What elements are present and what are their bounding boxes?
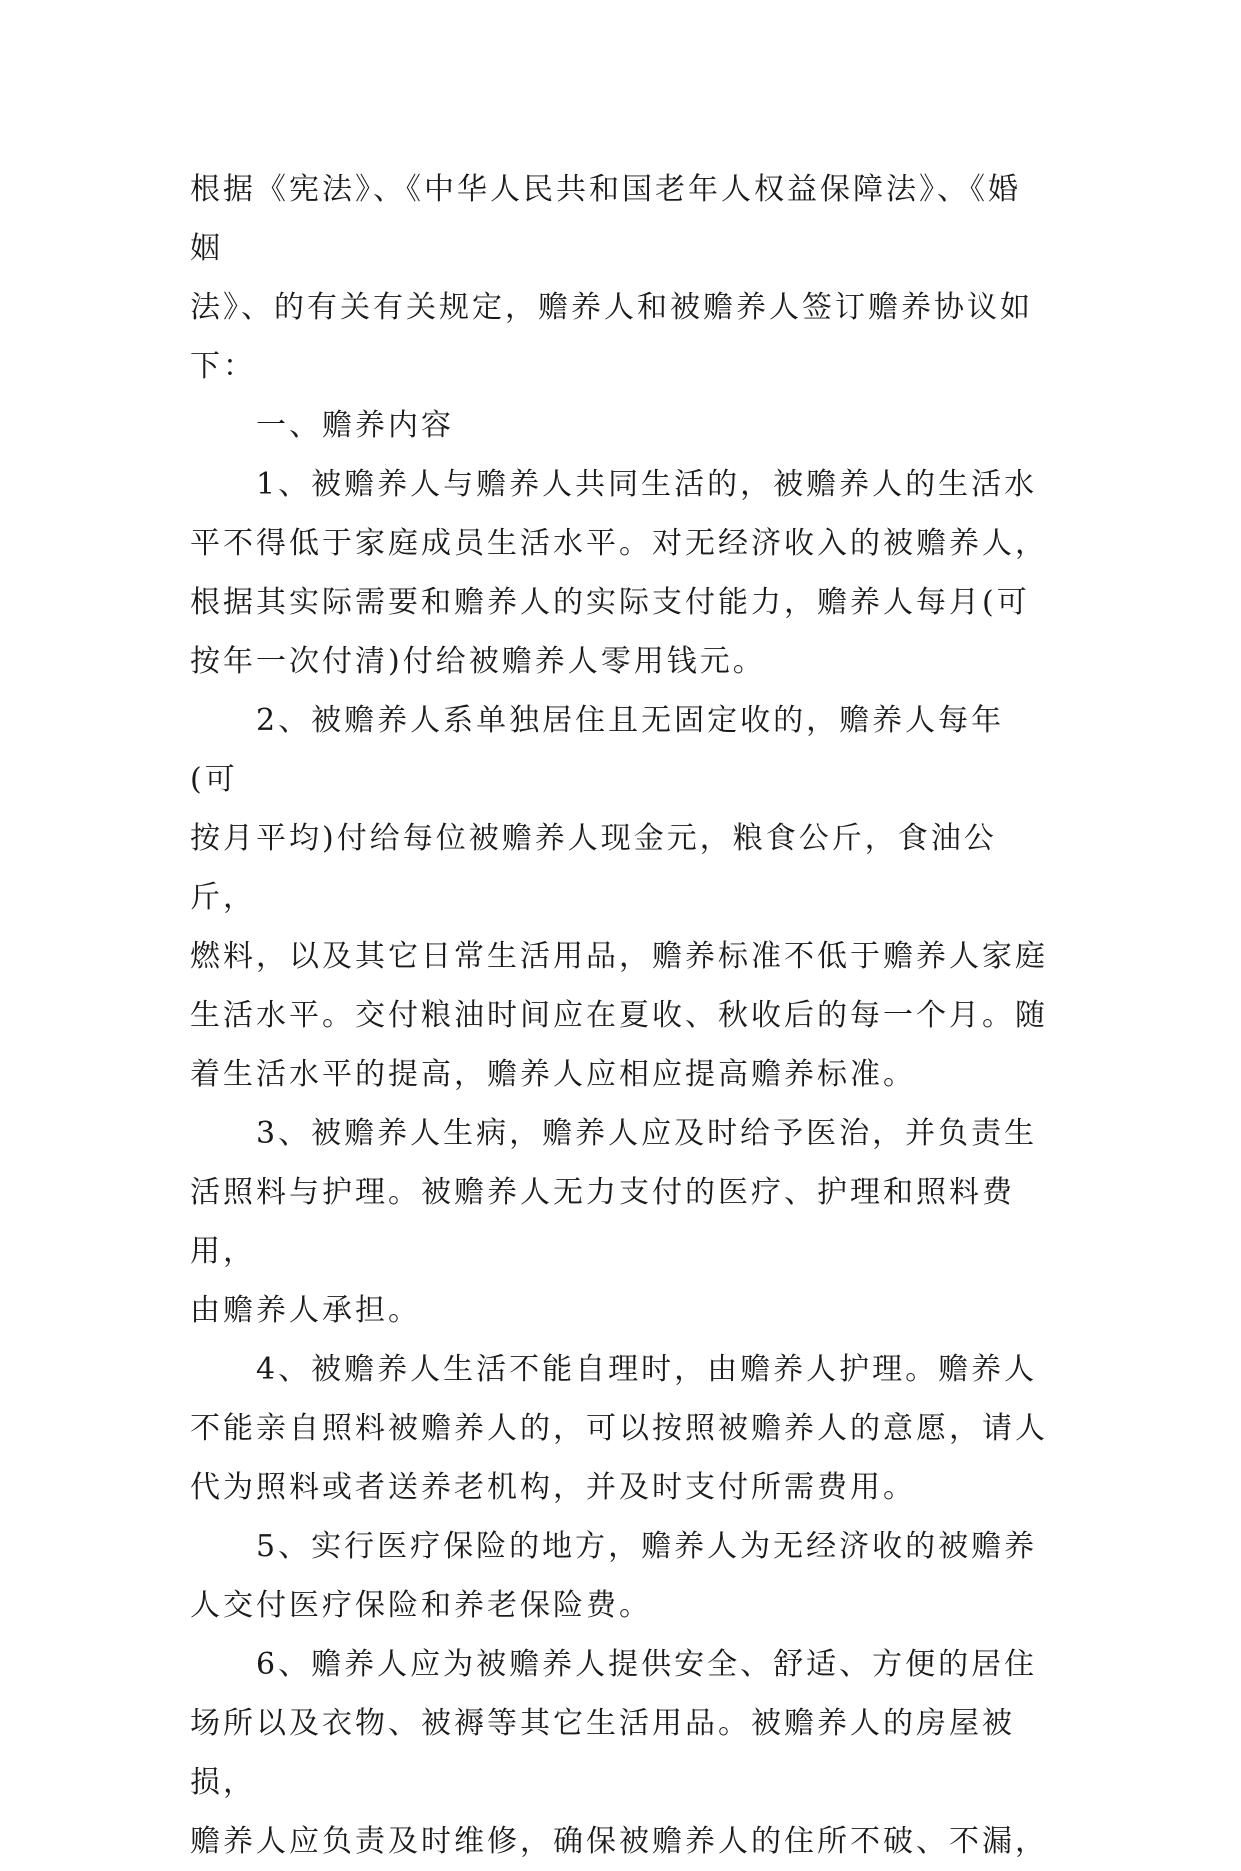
clause-2-paragraph: 2、被赡养人系单独居住且无固定收的，赡养人每年(可 按月平均)付给每位被赡养人现金元，粮食公斤，食油公斤， 燃料，以及其它日常生活用品，赡养标准不低于赡养人家庭 生活水平。交付粮油时间应在夏收、秋收后的每一个月。随 着生活水平的提高，赡养人应相应提高赡养标准。: [190, 703, 1048, 1092]
clause-6-paragraph: 6、赡养人应为被赡养人提供安全、舒适、方便的居住 场所以及衣物、被褥等其它生活用品。被赡养人的房屋被损， 赡养人应负责及时维修，确保被赡养人的住所不破、不漏，: [190, 1647, 1048, 1859]
clause-5-paragraph: 5、实行医疗保险的地方，赡养人为无经济收的被赡养 人交付医疗保险和养老保险费。: [190, 1529, 1038, 1623]
clause-4-paragraph: 4、被赡养人生活不能自理时，由赡养人护理。赡养人 不能亲自照料被赡养人的，可以按照被赡养人的意愿，请人 代为照料或者送养老机构，并及时支付所需费用。: [190, 1352, 1048, 1505]
section-heading: 一、赡养内容: [190, 408, 454, 443]
clause-3-paragraph: 3、被赡养人生病，赡养人应及时给予医治，并负责生 活照料与护理。被赡养人无力支付的医疗、护理和照料费用， 由赡养人承担。: [190, 1116, 1038, 1328]
clause-1-paragraph: 1、被赡养人与赡养人共同生活的，被赡养人的生活水 平不得低于家庭成员生活水平。对无经济收入的被赡养人， 根据其实际需要和赡养人的实际支付能力，赡养人每月(可 按年一次付清)付给被赡养人零用钱元。: [190, 467, 1048, 679]
document-body: [190, 160, 1050, 1871]
intro-paragraph: 根据《宪法》、《中华人民共和国老年人权益保障法》、《婚姻 法》、的有关有关规定，赡养人和被赡养人签订赡养协议如 下：: [190, 172, 1033, 384]
